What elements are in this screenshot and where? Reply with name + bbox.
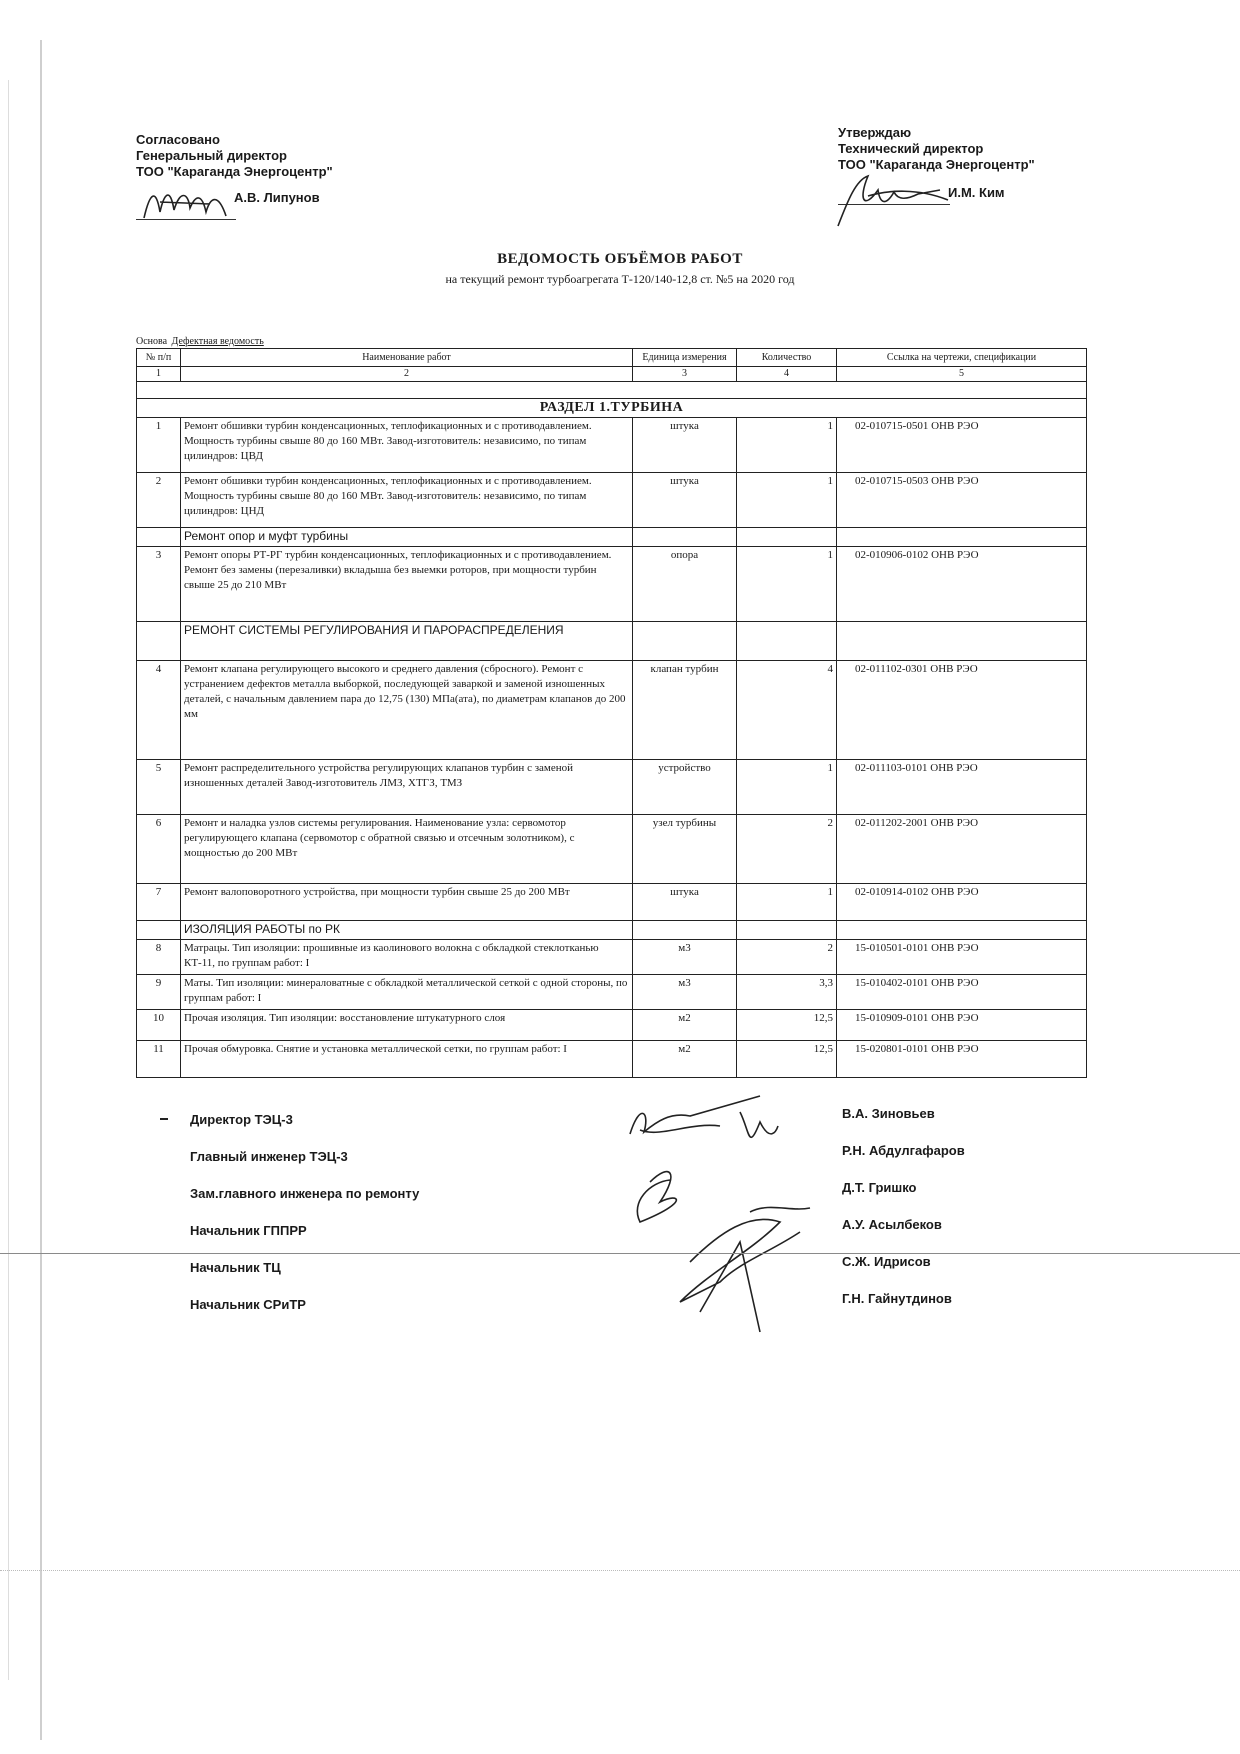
row-number: 4 — [137, 661, 181, 760]
empty-cell — [837, 622, 1087, 661]
unit-of-measure: штука — [633, 473, 737, 528]
row-number: 8 — [137, 940, 181, 975]
work-name: Прочая изоляция. Тип изоляции: восстановление штукатурного слоя — [181, 1010, 633, 1041]
works-table-body — [137, 418, 1087, 1078]
table-row — [137, 547, 1087, 622]
empty-cell — [737, 528, 837, 547]
signer-position: Главный инженер ТЭЦ-3 — [190, 1149, 348, 1164]
subsection-row — [137, 622, 1087, 661]
subsection-title: Ремонт опор и муфт турбины — [181, 528, 633, 547]
empty-cell — [837, 528, 1087, 547]
spec-reference: 02-010715-0501 ОНВ РЭО — [837, 418, 1087, 473]
approval-position: Технический директор — [838, 141, 984, 156]
approval-company: ТОО "Караганда Энергоцентр" — [838, 157, 1035, 172]
work-name: Маты. Тип изоляции: минераловатные с обкладкой металлической сеткой с одной стороны, по группам работ: I — [181, 975, 633, 1010]
approval-label: Утверждаю — [838, 125, 912, 140]
header-qty: Количество — [737, 349, 837, 367]
spec-reference: 02-011102-0301 ОНВ РЭО — [837, 661, 1087, 760]
approval-label: Согласовано — [136, 132, 220, 147]
spec-reference: 15-010402-0101 ОНВ РЭО — [837, 975, 1087, 1010]
header-number: 1 — [137, 367, 181, 382]
signer-positions — [190, 1112, 419, 1334]
table-row — [137, 473, 1087, 528]
scan-fold-line — [0, 1253, 1240, 1254]
table-header-row — [137, 349, 1087, 367]
signer-position: Начальник СРиТР — [190, 1297, 306, 1312]
table-row — [137, 760, 1087, 815]
subsection-no-cell — [137, 528, 181, 547]
quantity: 1 — [737, 547, 837, 622]
signer-name: С.Ж. Идрисов — [842, 1254, 931, 1269]
basis-value: Дефектная ведомость — [171, 336, 264, 347]
table-row — [137, 1041, 1087, 1078]
basis-line — [136, 336, 264, 347]
row-number: 7 — [137, 884, 181, 921]
subsection-no-cell — [137, 921, 181, 940]
spec-reference: 15-020801-0101 ОНВ РЭО — [837, 1041, 1087, 1078]
header-number: 5 — [837, 367, 1087, 382]
empty-cell — [633, 528, 737, 547]
work-name: Ремонт распределительного устройства регулирующих клапанов турбин с заменой изношенных деталей Завод-изготовитель ЛМЗ, ХТГЗ, ТМЗ — [181, 760, 633, 815]
unit-of-measure: м2 — [633, 1010, 737, 1041]
row-number: 5 — [137, 760, 181, 815]
unit-of-measure: штука — [633, 418, 737, 473]
quantity: 1 — [737, 884, 837, 921]
row-number: 11 — [137, 1041, 181, 1078]
table-row — [137, 884, 1087, 921]
empty-cell — [633, 921, 737, 940]
unit-of-measure: штука — [633, 884, 737, 921]
scan-edge-line — [40, 40, 42, 1740]
approval-company: ТОО "Караганда Энергоцентр" — [136, 164, 333, 179]
header-name: Наименование работ — [181, 349, 633, 367]
quantity: 1 — [737, 418, 837, 473]
signature-lipunov — [140, 182, 250, 224]
signer-name: Р.Н. Абдулгафаров — [842, 1143, 965, 1158]
table-row — [137, 418, 1087, 473]
signer-position: Зам.главного инженера по ремонту — [190, 1186, 420, 1201]
signer-name: Д.Т. Гришко — [842, 1180, 917, 1195]
row-number: 10 — [137, 1010, 181, 1041]
subsection-title: ИЗОЛЯЦИЯ РАБОТЫ по РК — [181, 921, 633, 940]
table-row — [137, 661, 1087, 760]
header-number: 3 — [633, 367, 737, 382]
row-number: 1 — [137, 418, 181, 473]
signer-name: Г.Н. Гайнутдинов — [842, 1291, 952, 1306]
quantity: 12,5 — [737, 1010, 837, 1041]
section-title-row — [137, 399, 1087, 418]
spacer-row — [137, 382, 1087, 399]
unit-of-measure: м2 — [633, 1041, 737, 1078]
spec-reference: 02-010715-0503 ОНВ РЭО — [837, 473, 1087, 528]
work-name: Ремонт клапана регулирующего высокого и среднего давления (сбросного). Ремонт с устранением дефектов металла выборкой, последующей заваркой и заменой изношенных деталей, с начальным давлением пара до 12,75 (130) МПа(ата), по диаметрам клапанов до 200 мм — [181, 661, 633, 760]
work-name: Матрацы. Тип изоляции: прошивные из каолинового волокна с обкладкой стеклотканью КТ-11, по группам работ: I — [181, 940, 633, 975]
document-title: ВЕДОМОСТЬ ОБЪЁМОВ РАБОТ — [497, 251, 743, 267]
basis-label: Основа — [136, 336, 168, 347]
unit-of-measure: опора — [633, 547, 737, 622]
signer-names — [842, 1106, 965, 1328]
signer-position: Директор ТЭЦ-3 — [190, 1112, 293, 1127]
quantity: 3,3 — [737, 975, 837, 1010]
row-number: 9 — [137, 975, 181, 1010]
header-number: 2 — [181, 367, 633, 382]
row-number: 3 — [137, 547, 181, 622]
work-name: Ремонт обшивки турбин конденсационных, теплофикационных и с противодавлением. Мощность турбины свыше 80 до 160 МВт. Завод-изготовитель: независимо, по типам цилиндров: ЦНД — [181, 473, 633, 528]
approval-name: А.В. Липунов — [234, 190, 320, 205]
list-dash — [160, 1118, 168, 1120]
unit-of-measure: узел турбины — [633, 815, 737, 884]
section-title: РАЗДЕЛ 1.ТУРБИНА — [137, 399, 1087, 418]
table-row — [137, 940, 1087, 975]
empty-cell — [633, 622, 737, 661]
table-row — [137, 1010, 1087, 1041]
work-name: Ремонт валоповоротного устройства, при мощности турбин свыше 25 до 200 МВт — [181, 884, 633, 921]
quantity: 2 — [737, 940, 837, 975]
work-name: Прочая обмуровка. Снятие и установка металлической сетки, по группам работ: I — [181, 1041, 633, 1078]
unit-of-measure: устройство — [633, 760, 737, 815]
spec-reference: 15-010501-0101 ОНВ РЭО — [837, 940, 1087, 975]
signer-name: В.А. Зиновьев — [842, 1106, 935, 1121]
empty-cell — [737, 622, 837, 661]
document-subtitle: на текущий ремонт турбоагрегата Т-120/140-12,8 ст. №5 на 2020 год — [445, 272, 795, 286]
subsection-row — [137, 528, 1087, 547]
row-number: 2 — [137, 473, 181, 528]
header-number: 4 — [737, 367, 837, 382]
empty-cell — [837, 921, 1087, 940]
quantity: 4 — [737, 661, 837, 760]
spec-reference: 15-010909-0101 ОНВ РЭО — [837, 1010, 1087, 1041]
subsection-no-cell — [137, 622, 181, 661]
quantity: 2 — [737, 815, 837, 884]
table-row — [137, 815, 1087, 884]
unit-of-measure: м3 — [633, 975, 737, 1010]
signer-position: Начальник ТЦ — [190, 1260, 281, 1275]
spec-reference: 02-010914-0102 ОНВ РЭО — [837, 884, 1087, 921]
work-name: Ремонт опоры РТ-РГ турбин конденсационных, теплофикационных и с противодавлением. Ремонт без замены (перезаливки) вкладыша без выемки роторов, при мощности турбин свыше 25 до 210 МВт — [181, 547, 633, 622]
table-row — [137, 975, 1087, 1010]
header-unit: Единица измерения — [633, 349, 737, 367]
empty-cell — [737, 921, 837, 940]
unit-of-measure: клапан турбин — [633, 661, 737, 760]
works-table — [136, 348, 1087, 1078]
signature-kim — [828, 170, 958, 232]
header-numbers-row — [137, 367, 1087, 382]
approval-position: Генеральный директор — [136, 148, 287, 163]
scan-edge-line — [8, 80, 9, 1680]
spec-reference: 02-010906-0102 ОНВ РЭО — [837, 547, 1087, 622]
signature-cluster — [600, 1082, 840, 1342]
quantity: 1 — [737, 473, 837, 528]
signer-position: Начальник ГППРР — [190, 1223, 307, 1238]
subsection-title: РЕМОНТ СИСТЕМЫ РЕГУЛИРОВАНИЯ И ПАРОРАСПРЕДЕЛЕНИЯ — [181, 622, 633, 661]
spec-reference: 02-011103-0101 ОНВ РЭО — [837, 760, 1087, 815]
signer-name: А.У. Асылбеков — [842, 1217, 942, 1232]
header-spec: Ссылка на чертежи, спецификации — [837, 349, 1087, 367]
scan-dotted-line — [0, 1570, 1240, 1571]
row-number: 6 — [137, 815, 181, 884]
work-name: Ремонт обшивки турбин конденсационных, теплофикационных и с противодавлением. Мощность турбины свыше 80 до 160 МВт. Завод-изготовитель: независимо, по типам цилиндров: ЦВД — [181, 418, 633, 473]
quantity: 1 — [737, 760, 837, 815]
unit-of-measure: м3 — [633, 940, 737, 975]
header-no: № п/п — [137, 349, 181, 367]
subsection-row — [137, 921, 1087, 940]
spec-reference: 02-011202-2001 ОНВ РЭО — [837, 815, 1087, 884]
quantity: 12,5 — [737, 1041, 837, 1078]
work-name: Ремонт и наладка узлов системы регулирования. Наименование узла: сервомотор регулирующего клапана (сервомотор с обратной связью и отсечным золотником), с мощностью до 200 МВт — [181, 815, 633, 884]
approval-name: И.М. Ким — [948, 185, 1005, 200]
